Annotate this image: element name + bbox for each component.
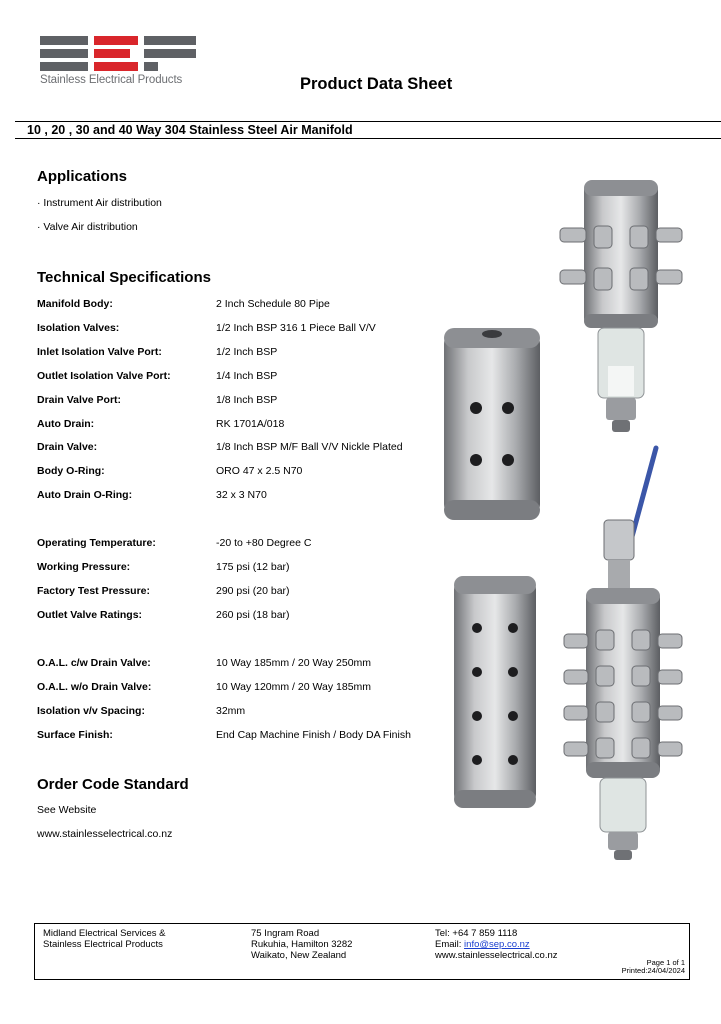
application-item: · Instrument Air distribution: [37, 197, 162, 209]
footer-email-label: Email:: [435, 939, 465, 950]
footer: [34, 923, 690, 980]
spec-value: ORO 47 x 2.5 N70: [216, 465, 303, 477]
order-code-line: See Website: [37, 804, 97, 816]
manifold-body-long-image: [450, 572, 540, 812]
company-logo: [40, 36, 200, 94]
spec-value: 1/8 Inch BSP M/F Ball V/V Nickle Plated: [216, 441, 403, 453]
order-code-heading: Order Code Standard: [37, 776, 189, 793]
footer-address-line: Waikato, New Zealand: [251, 950, 347, 961]
spec-value: 10 Way 120mm / 20 Way 185mm: [216, 681, 372, 693]
page-number: Page 1 of 1: [646, 958, 685, 967]
spec-value: 1/4 Inch BSP: [216, 370, 278, 382]
spec-label: Auto Drain:: [37, 418, 95, 430]
footer-address: [251, 928, 352, 961]
spec-value: 32mm: [216, 705, 246, 717]
spec-value: 2 Inch Schedule 80 Pipe: [216, 298, 330, 310]
logo-subtitle: Stainless Electrical Products: [40, 74, 183, 86]
spec-value: RK 1701A/018: [216, 418, 285, 430]
footer-tel: Tel: +64 7 859 1118: [435, 928, 518, 939]
footer-email-link[interactable]: info@sep.co.nz: [464, 939, 530, 950]
spec-value: End Cap Machine Finish / Body DA Finish: [216, 729, 411, 741]
document-title: Product Data Sheet: [300, 75, 453, 93]
spec-value: 1/2 Inch BSP: [216, 346, 278, 358]
spec-label: Manifold Body:: [37, 298, 113, 310]
footer-address-line: Rukuhia, Hamilton 3282: [251, 939, 353, 950]
footer-email-row: [435, 939, 558, 950]
footer-website[interactable]: www.stainlesselectrical.co.nz: [435, 950, 558, 961]
product-title: 10 , 20 , 30 and 40 Way 304 Stainless Steel Air Manifold: [27, 123, 353, 137]
spec-label: O.A.L. c/w Drain Valve:: [37, 657, 151, 669]
spec-label: Auto Drain O-Ring:: [37, 489, 133, 501]
spec-value: 1/2 Inch BSP 316 1 Piece Ball V/V: [216, 322, 376, 334]
website-link[interactable]: www.stainlesselectrical.co.nz: [37, 828, 173, 840]
spec-value: 10 Way 185mm / 20 Way 250mm: [216, 657, 372, 669]
tech-specs-heading: Technical Specifications: [37, 269, 211, 286]
manifold-body-image: [438, 324, 548, 524]
spec-label: Drain Valve Port:: [37, 394, 122, 406]
footer-company-line: Midland Electrical Services &: [43, 928, 166, 939]
spec-label: Isolation v/v Spacing:: [37, 705, 145, 717]
spec-label: Body O-Ring:: [37, 465, 105, 477]
spec-value: 290 psi (20 bar): [216, 585, 290, 597]
spec-label: Working Pressure:: [37, 561, 131, 573]
spec-label: Outlet Isolation Valve Port:: [37, 370, 171, 382]
footer-address-line: 75 Ingram Road: [251, 928, 320, 939]
spec-value: -20 to +80 Degree C: [216, 537, 312, 549]
application-item: · Valve Air distribution: [37, 221, 138, 233]
spec-value: 260 psi (18 bar): [216, 609, 290, 621]
spec-label: Operating Temperature:: [37, 537, 156, 549]
spec-label: O.A.L. w/o Drain Valve:: [37, 681, 152, 693]
spec-label: Outlet Valve Ratings:: [37, 609, 143, 621]
spec-value: 175 psi (12 bar): [216, 561, 290, 573]
product-title-bar: [15, 121, 721, 139]
manifold-10-way-image: [556, 176, 686, 434]
manifold-20-way-image: [560, 444, 690, 864]
applications-heading: Applications: [37, 168, 128, 185]
footer-contact: [435, 928, 558, 961]
spec-label: Drain Valve:: [37, 441, 98, 453]
spec-label: Inlet Isolation Valve Port:: [37, 346, 162, 358]
spec-label: Isolation Valves:: [37, 322, 120, 334]
spec-label: Surface Finish:: [37, 729, 113, 741]
printed-date: Printed:24/04/2024: [621, 966, 685, 975]
footer-company: [43, 928, 166, 950]
spec-value: 1/8 Inch BSP: [216, 394, 278, 406]
spec-label: Factory Test Pressure:: [37, 585, 151, 597]
footer-company-line: Stainless Electrical Products: [43, 939, 163, 950]
spec-value: 32 x 3 N70: [216, 489, 267, 501]
